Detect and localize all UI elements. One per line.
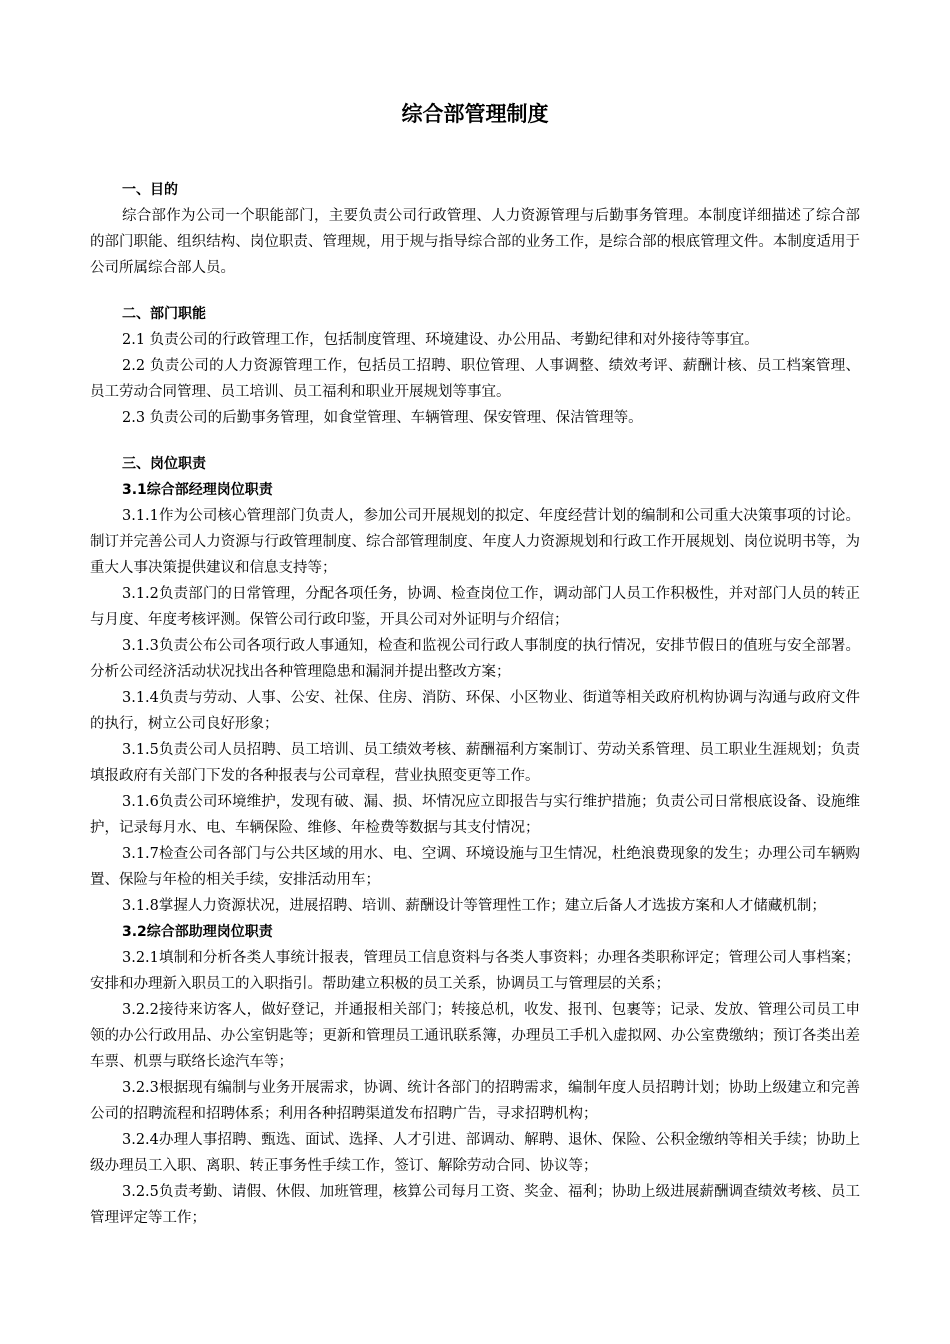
paragraph: 综合部作为公司一个职能部门，主要负责公司行政管理、人力资源管理与后勤事务管理。本制度详细描述了综合部的部门职能、组织结构、岗位职责、管理规，用于规与指导综合部的业务工作，是综合部的根底管理文件。本制度适用于公司所属综合部人员。 bbox=[90, 208, 860, 276]
subsection-heading: 3.2综合部助理岗位职责 bbox=[122, 924, 273, 940]
paragraph: 2.3 负责公司的后勤事务管理，如食堂管理、车辆管理、保安管理、保洁管理等。 bbox=[122, 410, 643, 426]
document-page bbox=[90, 0, 860, 1231]
document-title: 综合部管理制度 bbox=[401, 102, 549, 126]
section-job-duties bbox=[90, 451, 860, 1231]
paragraph: 3.1.1作为公司核心管理部门负责人，参加公司开展规划的拟定、年度经营计划的编制和公司重大决策事项的讨论。制订并完善公司人力资源与行政管理制度、综合部管理制度、年度人力资源规划和行政工作开展规划、岗位说明书等，为重大人事决策提供建议和信息支持等； bbox=[90, 508, 860, 576]
section-purpose bbox=[90, 177, 860, 281]
paragraph: 2.2 负责公司的人力资源管理工作，包括员工招聘、职位管理、人事调整、绩效考评、薪酬计核、员工档案管理、员工劳动合同管理、员工培训、员工福利和职业开展规划等事宜。 bbox=[90, 358, 860, 400]
paragraph: 3.1.7检查公司各部门与公共区域的用水、电、空调、环境设施与卫生情况，杜绝浪费现象的发生；办理公司车辆购置、保险与年检的相关手续，安排活动用车； bbox=[90, 846, 860, 888]
paragraph: 3.2.5负责考勤、请假、休假、加班管理，核算公司每月工资、奖金、福利；协助上级进展薪酬调查绩效考核、员工管理评定等工作； bbox=[90, 1184, 860, 1226]
section-department-functions bbox=[90, 301, 860, 431]
paragraph: 3.1.3负责公布公司各项行政人事通知，检查和监视公司行政人事制度的执行情况，安排节假日的值班与安全部署。分析公司经济活动状况找出各种管理隐患和漏洞并提出整改方案； bbox=[90, 638, 860, 680]
paragraph: 3.1.8掌握人力资源状况，进展招聘、培训、薪酬设计等管理性工作；建立后备人才选拔方案和人才储藏机制； bbox=[122, 898, 826, 914]
paragraph: 3.2.3根据现有编制与业务开展需求，协调、统计各部门的招聘需求，编制年度人员招聘计划；协助上级建立和完善公司的招聘流程和招聘体系；利用各种招聘渠道发布招聘广告，寻求招聘机构； bbox=[90, 1080, 860, 1122]
paragraph: 3.1.2负责部门的日常管理，分配各项任务，协调、检查岗位工作，调动部门人员工作积极性，并对部门人员的转正与月度、年度考核评测。保管公司行政印鉴，开具公司对外证明与介绍信； bbox=[90, 586, 860, 628]
paragraph: 3.1.6负责公司环境维护，发现有破、漏、损、坏情况应立即报告与实行维护措施；负责公司日常根底设备、设施维护，记录每月水、电、车辆保险、维修、年检费等数据与其支付情况； bbox=[90, 794, 860, 836]
section-heading: 一、目的 bbox=[122, 182, 178, 198]
subsection-heading: 3.1综合部经理岗位职责 bbox=[122, 482, 273, 498]
paragraph: 3.2.4办理人事招聘、甄选、面试、选择、人才引进、部调动、解聘、退休、保险、公积金缴纳等相关手续；协助上级办理员工入职、离职、转正事务性手续工作，签订、解除劳动合同、协议等； bbox=[90, 1132, 860, 1174]
paragraph: 2.1 负责公司的行政管理工作，包括制度管理、环境建设、办公用品、考勤纪律和对外接待等事宜。 bbox=[122, 332, 759, 348]
paragraph: 3.2.1填制和分析各类人事统计报表，管理员工信息资料与各类人事资料；办理各类职称评定；管理公司人事档案；安排和办理新入职员工的入职指引。帮助建立积极的员工关系，协调员工与管理层的关系； bbox=[90, 950, 860, 992]
paragraph: 3.2.2接待来访客人，做好登记，并通报相关部门；转接总机，收发、报刊、包裹等；记录、发放、管理公司员工申领的办公行政用品、办公室钥匙等；更新和管理员工通讯联系簿，办理员工手机入虚拟网、办公室费缴纳；预订各类出差车票、机票与联络长途汽车等； bbox=[90, 1002, 860, 1070]
section-heading: 二、部门职能 bbox=[122, 306, 206, 322]
paragraph: 3.1.5负责公司人员招聘、员工培训、员工绩效考核、薪酬福利方案制订、劳动关系管理、员工职业生涯规划；负责填报政府有关部门下发的各种报表与公司章程，营业执照变更等工作。 bbox=[90, 742, 860, 784]
paragraph: 3.1.4负责与劳动、人事、公安、社保、住房、消防、环保、小区物业、街道等相关政府机构协调与沟通与政府文件的执行，树立公司良好形象； bbox=[90, 690, 860, 732]
section-heading: 三、岗位职责 bbox=[122, 456, 206, 472]
